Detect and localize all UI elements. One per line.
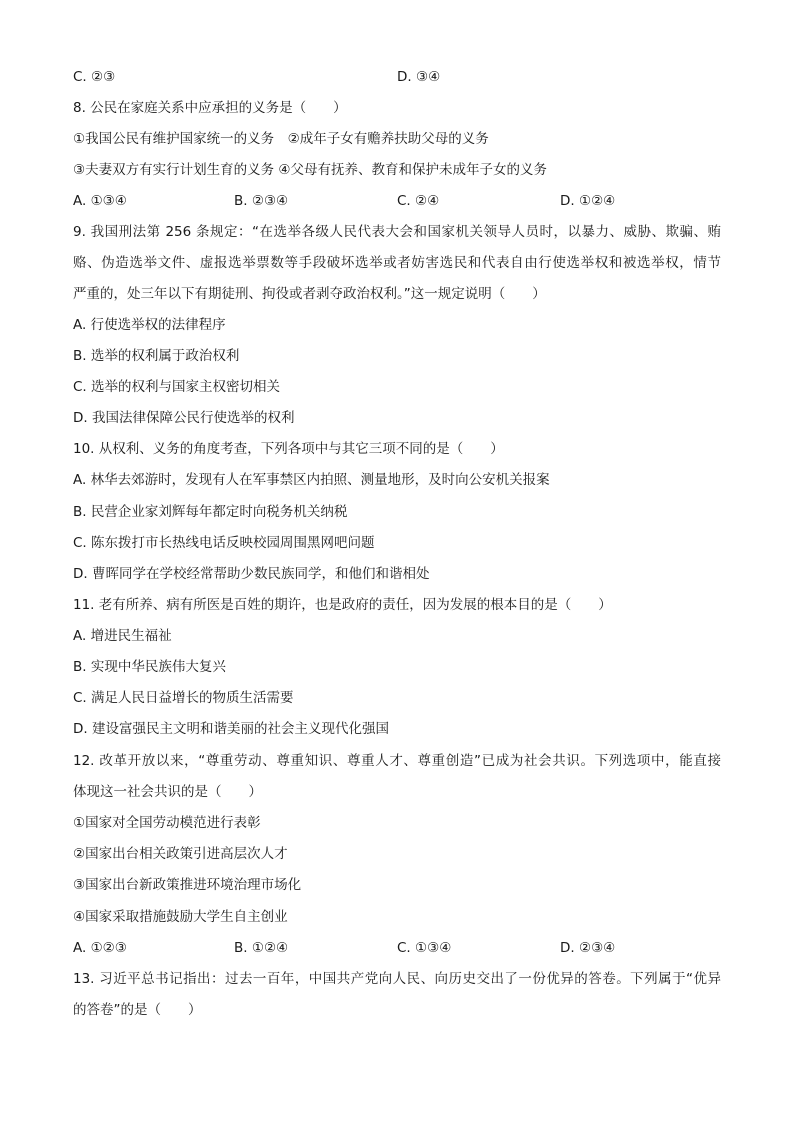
q8-option-a: A. ①③④: [73, 193, 127, 209]
q12-stem-line-2: 体现这一社会共识的是（ ）: [73, 784, 262, 800]
q10-option-c: C. 陈东拨打市长热线电话反映校园周围黑网吧问题: [73, 535, 375, 551]
q9-option-c: C. 选举的权利与国家主权密切相关: [73, 379, 281, 395]
q12-statement-2: ②国家出台相关政策引进高层次人才: [73, 846, 288, 862]
q8-option-b: B. ②③④: [234, 193, 289, 209]
q11-option-a: A. 增进民生福祉: [73, 628, 172, 644]
q9-option-a: A. 行使选举权的法律程序: [73, 317, 226, 333]
q11-option-b: B. 实现中华民族伟大复兴: [73, 659, 226, 675]
q12-option-a: A. ①②③: [73, 940, 127, 956]
q10-option-a: A. 林华去郊游时，发现有人在军事禁区内拍照、测量地形，及时向公安机关报案: [73, 472, 550, 488]
q9-option-b: B. 选举的权利属于政治权利: [73, 348, 240, 364]
q12-stem-line-1: 12. 改革开放以来，“尊重劳动、尊重知识、尊重人才、尊重创造”已成为社会共识。下列选项中，能直接: [73, 753, 721, 769]
q8-option-d: D. ①②④: [560, 193, 616, 209]
q12-option-d: D. ②③④: [560, 940, 616, 956]
q12-option-c: C. ①③④: [397, 940, 452, 956]
q10-option-d: D. 曹晖同学在学校经常帮助少数民族同学，和他们和谐相处: [73, 566, 430, 582]
q8-statement-2: ③夫妻双方有实行计划生育的义务 ④父母有抚养、教育和保护未成年子女的义务: [73, 162, 547, 178]
q12-option-b: B. ①②④: [234, 940, 289, 956]
q7-option-d: D. ③④: [397, 69, 441, 85]
q10-stem: 10. 从权利、义务的角度考查，下列各项中与其它三项不同的是（ ）: [73, 441, 504, 457]
q9-stem-line-1: 9. 我国刑法第 256 条规定：“在选举各级人民代表大会和国家机关领导人员时，以暴力、威胁、欺骗、贿: [73, 224, 721, 240]
q7-option-c: C. ②③: [73, 69, 116, 85]
q12-statement-4: ④国家采取措施鼓励大学生自主创业: [73, 909, 288, 925]
q13-stem-line-1: 13. 习近平总书记指出：过去一百年，中国共产党向人民、向历史交出了一份优异的答卷。下列属于“优异: [73, 971, 721, 987]
q9-stem-line-3: 严重的，处三年以下有期徒刑、拘役或者剥夺政治权利。”这一规定说明（ ）: [73, 286, 546, 302]
q8-stem: 8. 公民在家庭关系中应承担的义务是（ ）: [73, 100, 347, 116]
q12-statement-1: ①国家对全国劳动模范进行表彰: [73, 815, 261, 831]
q11-stem: 11. 老有所养、病有所医是百姓的期许，也是政府的责任，因为发展的根本目的是（ ）: [73, 597, 612, 613]
q9-stem-line-2: 赂、伪造选举文件、虚报选举票数等手段破坏选举或者妨害选民和代表自由行使选举权和被选举权，情节: [73, 255, 721, 271]
q10-option-b: B. 民营企业家刘辉每年都定时向税务机关纳税: [73, 504, 348, 520]
q9-option-d: D. 我国法律保障公民行使选举的权利: [73, 410, 295, 426]
q11-option-d: D. 建设富强民主文明和谐美丽的社会主义现代化强国: [73, 721, 389, 737]
q8-option-c: C. ②④: [397, 193, 440, 209]
q13-stem-line-2: 的答卷”的是（ ）: [73, 1002, 202, 1018]
q12-statement-3: ③国家出台新政策推进环境治理市场化: [73, 877, 302, 893]
q11-option-c: C. 满足人民日益增长的物质生活需要: [73, 690, 294, 706]
q8-statement-1: ①我国公民有维护国家统一的义务 ②成年子女有赡养扶助父母的义务: [73, 131, 489, 147]
